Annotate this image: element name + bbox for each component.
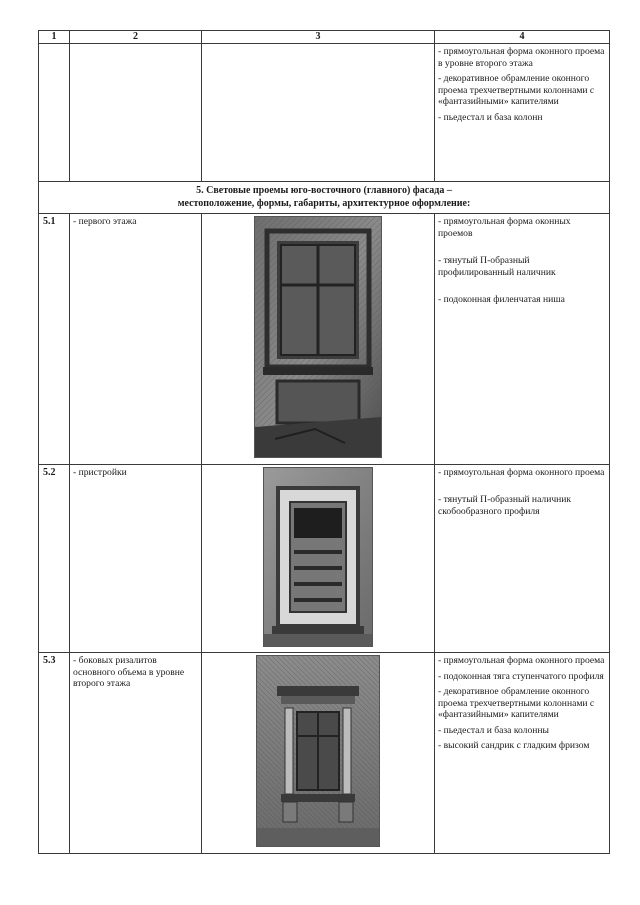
window-photo <box>263 467 373 647</box>
feature-item: - пьедестал и база колонны <box>438 724 549 736</box>
row-number: 5.3 <box>39 653 70 854</box>
section-heading <box>39 182 610 214</box>
features-cell <box>435 44 610 182</box>
window-photo <box>254 216 382 458</box>
table-row <box>39 214 610 465</box>
column-number-2: 2 <box>70 31 202 44</box>
section-heading-row <box>39 182 610 214</box>
feature-item: - прямоугольная форма оконного проема <box>438 655 605 666</box>
row-number: 5.1 <box>39 214 70 465</box>
photo-cell <box>202 464 435 653</box>
table-row <box>39 464 610 653</box>
location-text: - боковых ризалитов основного объема в уровне второго этажа <box>70 653 202 854</box>
continued-row <box>39 44 610 182</box>
section-heading-line-2: местоположение, формы, габариты, архитектурное оформление: <box>177 197 471 209</box>
table-row <box>39 653 610 854</box>
section-heading-line-1: 5. Световые проемы юго-восточного (главного) фасада – <box>196 185 452 196</box>
location-cell <box>70 44 202 182</box>
location-text: - первого этажа <box>70 214 202 465</box>
feature-item: - декоративное обрамление оконного проема трехчетвертными колоннами с «фантазийными» капителями <box>438 686 595 720</box>
window-photo <box>256 655 380 847</box>
feature-item: - прямоугольная форма оконного проема в уровне второго этажа <box>438 46 605 69</box>
features-cell <box>435 653 610 854</box>
monument-features-table <box>38 30 610 854</box>
feature-item: - декоративное обрамление оконного проема трехчетвертными колоннами с «фантазийными» капителями <box>438 73 595 107</box>
column-number-3: 3 <box>202 31 435 44</box>
feature-item: - подоконная тяга ступенчатого профиля <box>438 670 604 682</box>
photo-cell <box>202 653 435 854</box>
column-number-header-row <box>39 31 610 44</box>
feature-item: - тянутый П-образный наличник скобообразного профиля <box>438 494 572 517</box>
column-number-4: 4 <box>435 31 610 44</box>
features-cell <box>435 464 610 653</box>
features-cell <box>435 214 610 465</box>
photo-cell <box>202 214 435 465</box>
location-text: - пристройки <box>70 464 202 653</box>
feature-item: - высокий сандрик с гладким фризом <box>438 740 590 751</box>
feature-item: - прямоугольная форма оконных проемов <box>438 216 571 239</box>
feature-item: - подоконная филенчатая ниша <box>438 294 565 305</box>
feature-item: - пьедестал и база колонн <box>438 111 543 123</box>
feature-item: - прямоугольная форма оконного проема <box>438 466 605 478</box>
column-number-1: 1 <box>39 31 70 44</box>
feature-item: - тянутый П-образный профилированный наличник <box>438 255 556 278</box>
row-number-cell <box>39 44 70 182</box>
photo-cell <box>202 44 435 182</box>
row-number: 5.2 <box>39 464 70 653</box>
